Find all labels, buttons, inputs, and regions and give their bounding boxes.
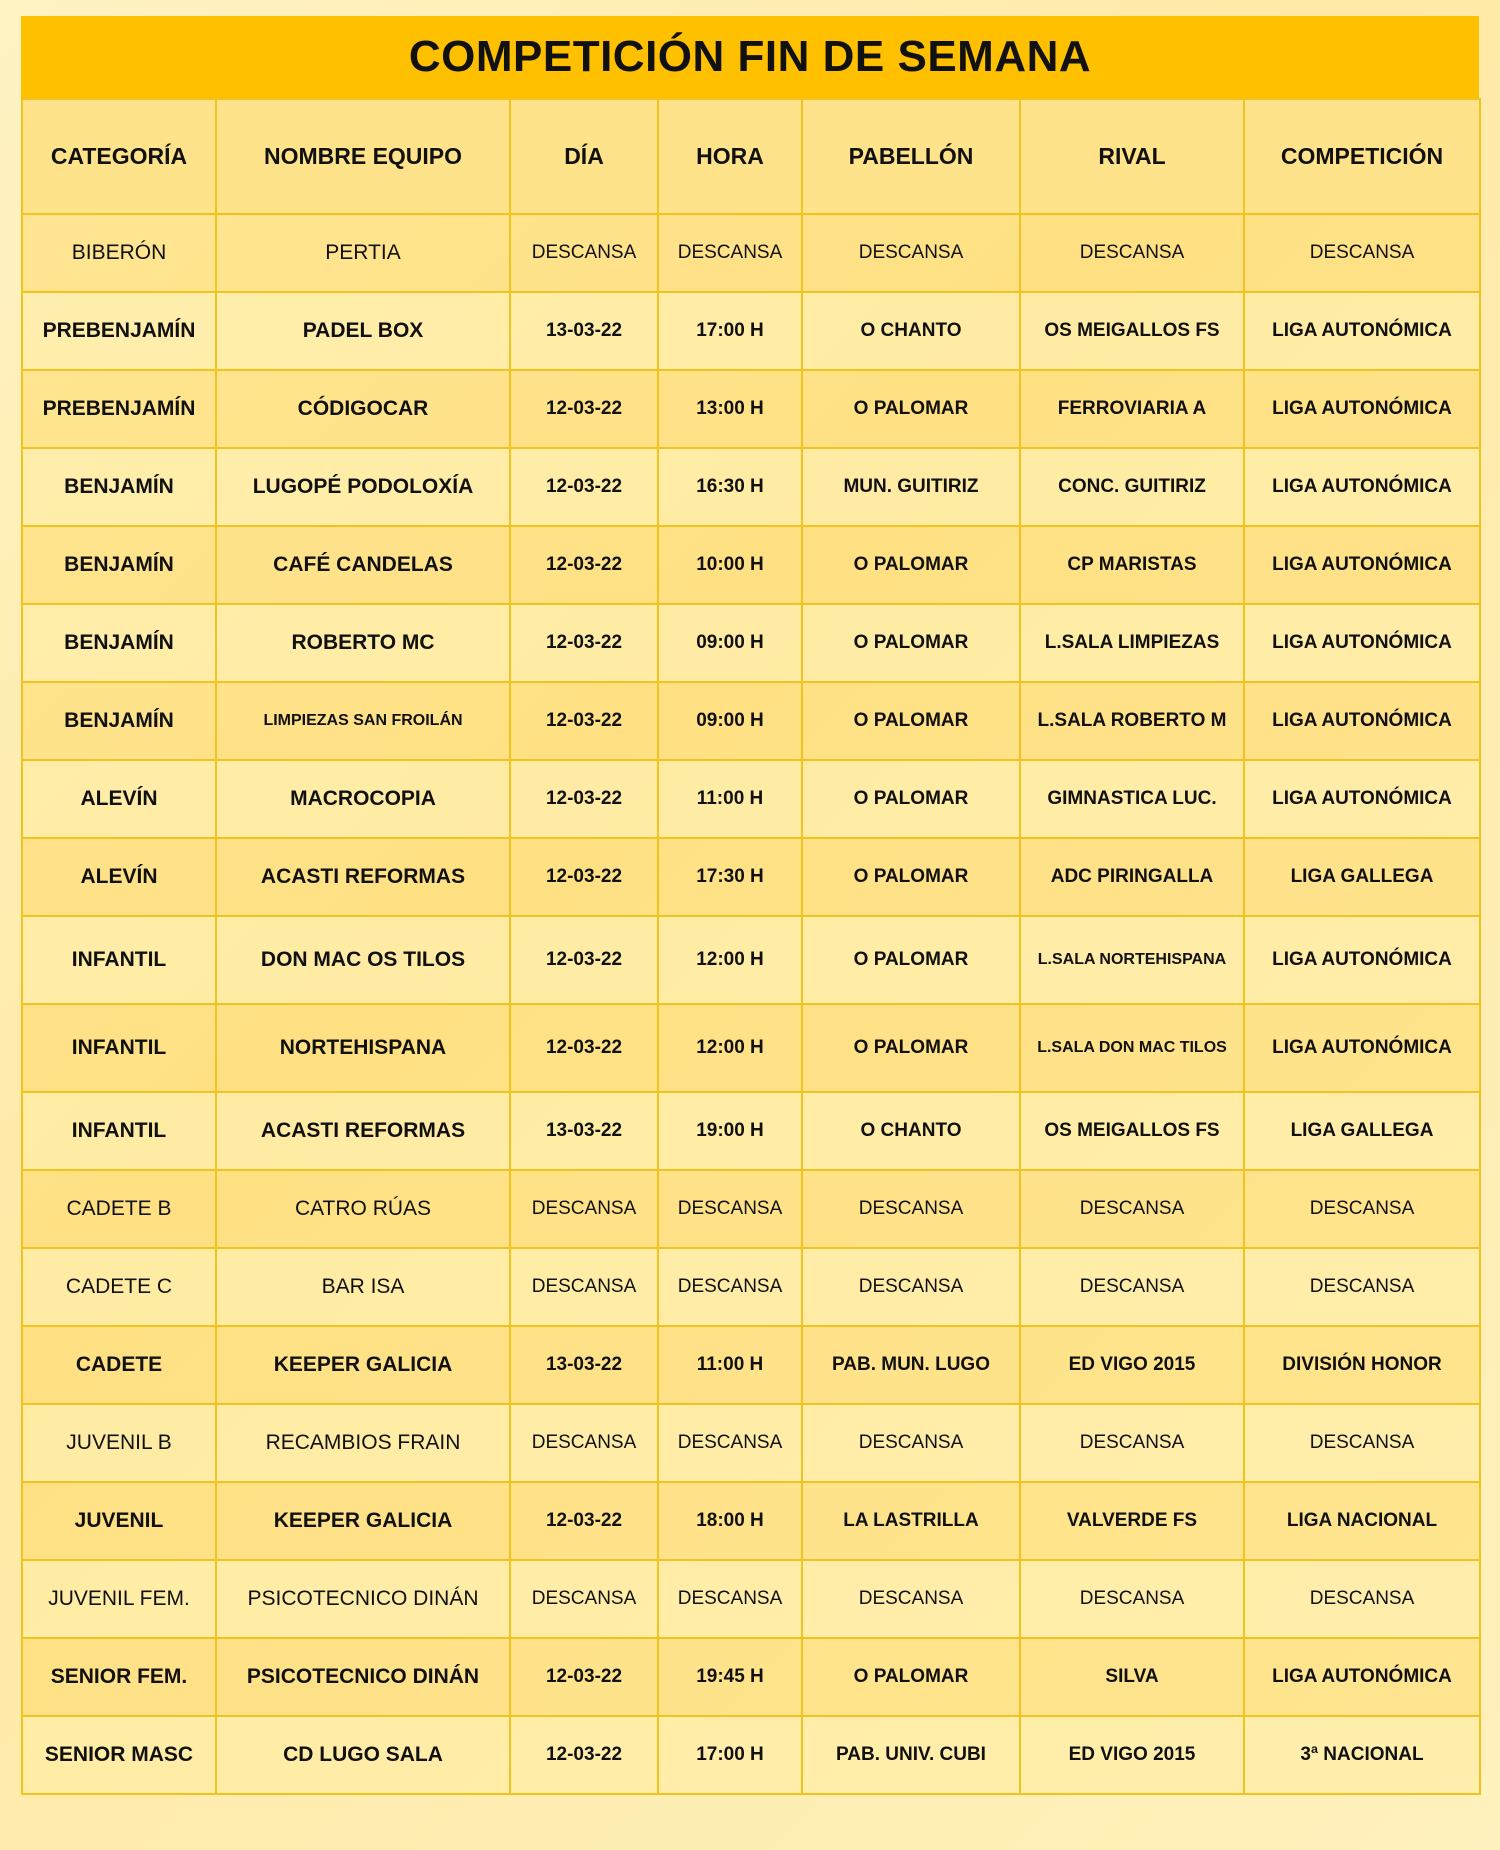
table-row	[22, 292, 1480, 370]
team-cell: BAR ISA	[216, 1248, 510, 1326]
table-row	[22, 1638, 1480, 1716]
category-cell: CADETE B	[22, 1170, 216, 1248]
rival-cell: OS MEIGALLOS FS	[1020, 292, 1244, 370]
category-cell: JUVENIL FEM.	[22, 1560, 216, 1638]
rival-cell: SILVA	[1020, 1638, 1244, 1716]
date-cell: DESCANSA	[510, 1170, 658, 1248]
rival-cell: OS MEIGALLOS FS	[1020, 1092, 1244, 1170]
competition-cell: DESCANSA	[1244, 1170, 1480, 1248]
venue-cell: O PALOMAR	[802, 760, 1020, 838]
rival-cell: DESCANSA	[1020, 1404, 1244, 1482]
competition-cell: DESCANSA	[1244, 1404, 1480, 1482]
competition-cell: LIGA AUTONÓMICA	[1244, 370, 1480, 448]
date-cell: DESCANSA	[510, 1248, 658, 1326]
date-cell: 12-03-22	[510, 370, 658, 448]
competition-cell: LIGA AUTONÓMICA	[1244, 760, 1480, 838]
time-cell: DESCANSA	[658, 214, 802, 292]
time-cell: 17:00 H	[658, 1716, 802, 1794]
category-cell: ALEVÍN	[22, 838, 216, 916]
date-cell: DESCANSA	[510, 1560, 658, 1638]
date-cell: 12-03-22	[510, 1482, 658, 1560]
rival-cell: CP MARISTAS	[1020, 526, 1244, 604]
time-cell: DESCANSA	[658, 1404, 802, 1482]
venue-cell: O PALOMAR	[802, 370, 1020, 448]
team-cell: ROBERTO MC	[216, 604, 510, 682]
category-cell: JUVENIL	[22, 1482, 216, 1560]
venue-cell: O PALOMAR	[802, 1004, 1020, 1092]
table-row	[22, 838, 1480, 916]
competition-cell: LIGA GALLEGA	[1244, 1092, 1480, 1170]
team-cell: NORTEHISPANA	[216, 1004, 510, 1092]
time-cell: 17:00 H	[658, 292, 802, 370]
table-row	[22, 1092, 1480, 1170]
date-cell: 13-03-22	[510, 1092, 658, 1170]
competition-cell: LIGA AUTONÓMICA	[1244, 604, 1480, 682]
category-cell: INFANTIL	[22, 916, 216, 1004]
table-row	[22, 214, 1480, 292]
schedule-table	[21, 98, 1481, 1795]
venue-cell: LA LASTRILLA	[802, 1482, 1020, 1560]
category-cell: INFANTIL	[22, 1004, 216, 1092]
rival-cell: ED VIGO 2015	[1020, 1716, 1244, 1794]
competition-cell: LIGA AUTONÓMICA	[1244, 292, 1480, 370]
table-row	[22, 1482, 1480, 1560]
category-cell: PREBENJAMÍN	[22, 370, 216, 448]
header-row	[22, 99, 1480, 214]
rival-cell: DESCANSA	[1020, 1170, 1244, 1248]
competition-cell: LIGA AUTONÓMICA	[1244, 526, 1480, 604]
date-cell: 12-03-22	[510, 526, 658, 604]
competition-cell: 3ª NACIONAL	[1244, 1716, 1480, 1794]
date-cell: 12-03-22	[510, 1638, 658, 1716]
column-header-hora: HORA	[658, 99, 802, 214]
venue-cell: PAB. MUN. LUGO	[802, 1326, 1020, 1404]
venue-cell: O PALOMAR	[802, 1638, 1020, 1716]
venue-cell: MUN. GUITIRIZ	[802, 448, 1020, 526]
date-cell: 12-03-22	[510, 916, 658, 1004]
category-cell: JUVENIL B	[22, 1404, 216, 1482]
time-cell: 09:00 H	[658, 604, 802, 682]
rival-cell: L.SALA NORTEHISPANA	[1020, 916, 1244, 1004]
category-cell: CADETE C	[22, 1248, 216, 1326]
time-cell: DESCANSA	[658, 1560, 802, 1638]
team-cell: CAFÉ CANDELAS	[216, 526, 510, 604]
column-header-nombre-equipo: NOMBRE EQUIPO	[216, 99, 510, 214]
team-cell: MACROCOPIA	[216, 760, 510, 838]
time-cell: 09:00 H	[658, 682, 802, 760]
team-cell: PADEL BOX	[216, 292, 510, 370]
team-cell: PSICOTECNICO DINÁN	[216, 1560, 510, 1638]
table-row	[22, 1404, 1480, 1482]
schedule-rows	[22, 214, 1480, 1794]
table-row	[22, 1716, 1480, 1794]
column-header-rival: RIVAL	[1020, 99, 1244, 214]
time-cell: DESCANSA	[658, 1248, 802, 1326]
time-cell: 19:45 H	[658, 1638, 802, 1716]
competition-cell: LIGA NACIONAL	[1244, 1482, 1480, 1560]
time-cell: 17:30 H	[658, 838, 802, 916]
table-row	[22, 1248, 1480, 1326]
team-cell: KEEPER GALICIA	[216, 1326, 510, 1404]
date-cell: 12-03-22	[510, 760, 658, 838]
table-row	[22, 1004, 1480, 1092]
team-cell: RECAMBIOS FRAIN	[216, 1404, 510, 1482]
rival-cell: DESCANSA	[1020, 1248, 1244, 1326]
team-cell: CÓDIGOCAR	[216, 370, 510, 448]
team-cell: CD LUGO SALA	[216, 1716, 510, 1794]
category-cell: BENJAMÍN	[22, 604, 216, 682]
rival-cell: ADC PIRINGALLA	[1020, 838, 1244, 916]
date-cell: 12-03-22	[510, 838, 658, 916]
time-cell: 12:00 H	[658, 916, 802, 1004]
date-cell: 13-03-22	[510, 1326, 658, 1404]
venue-cell: O CHANTO	[802, 292, 1020, 370]
venue-cell: DESCANSA	[802, 214, 1020, 292]
date-cell: 12-03-22	[510, 1004, 658, 1092]
venue-cell: O PALOMAR	[802, 604, 1020, 682]
category-cell: BIBERÓN	[22, 214, 216, 292]
time-cell: 18:00 H	[658, 1482, 802, 1560]
venue-cell: O PALOMAR	[802, 838, 1020, 916]
competition-cell: DESCANSA	[1244, 1248, 1480, 1326]
date-cell: DESCANSA	[510, 214, 658, 292]
competition-cell: DESCANSA	[1244, 214, 1480, 292]
category-cell: BENJAMÍN	[22, 682, 216, 760]
team-cell: PERTIA	[216, 214, 510, 292]
team-cell: ACASTI REFORMAS	[216, 1092, 510, 1170]
column-header-pabellon: PABELLÓN	[802, 99, 1020, 214]
rival-cell: L.SALA ROBERTO M	[1020, 682, 1244, 760]
competition-cell: LIGA AUTONÓMICA	[1244, 1638, 1480, 1716]
category-cell: SENIOR MASC	[22, 1716, 216, 1794]
category-cell: SENIOR FEM.	[22, 1638, 216, 1716]
category-cell: ALEVÍN	[22, 760, 216, 838]
team-cell: DON MAC OS TILOS	[216, 916, 510, 1004]
table-row	[22, 448, 1480, 526]
time-cell: DESCANSA	[658, 1170, 802, 1248]
rival-cell: VALVERDE FS	[1020, 1482, 1244, 1560]
table-row	[22, 916, 1480, 1004]
competition-cell: LIGA GALLEGA	[1244, 838, 1480, 916]
team-cell: ACASTI REFORMAS	[216, 838, 510, 916]
venue-cell: DESCANSA	[802, 1248, 1020, 1326]
category-cell: BENJAMÍN	[22, 526, 216, 604]
rival-cell: CONC. GUITIRIZ	[1020, 448, 1244, 526]
venue-cell: O PALOMAR	[802, 526, 1020, 604]
table-row	[22, 760, 1480, 838]
venue-cell: O PALOMAR	[802, 916, 1020, 1004]
venue-cell: PAB. UNIV. CUBI	[802, 1716, 1020, 1794]
team-cell: LIMPIEZAS SAN FROILÁN	[216, 682, 510, 760]
venue-cell: DESCANSA	[802, 1170, 1020, 1248]
table-row	[22, 370, 1480, 448]
category-cell: BENJAMÍN	[22, 448, 216, 526]
rival-cell: L.SALA DON MAC TILOS	[1020, 1004, 1244, 1092]
rival-cell: DESCANSA	[1020, 214, 1244, 292]
table-row	[22, 1170, 1480, 1248]
date-cell: 12-03-22	[510, 682, 658, 760]
rival-cell: ED VIGO 2015	[1020, 1326, 1244, 1404]
date-cell: 12-03-22	[510, 604, 658, 682]
page-title: COMPETICIÓN FIN DE SEMANA	[21, 16, 1479, 98]
venue-cell: O PALOMAR	[802, 682, 1020, 760]
time-cell: 10:00 H	[658, 526, 802, 604]
column-header-categoria: CATEGORÍA	[22, 99, 216, 214]
venue-cell: DESCANSA	[802, 1560, 1020, 1638]
rival-cell: DESCANSA	[1020, 1560, 1244, 1638]
column-header-competicion: COMPETICIÓN	[1244, 99, 1480, 214]
time-cell: 13:00 H	[658, 370, 802, 448]
time-cell: 19:00 H	[658, 1092, 802, 1170]
rival-cell: GIMNASTICA LUC.	[1020, 760, 1244, 838]
time-cell: 11:00 H	[658, 1326, 802, 1404]
competition-cell: LIGA AUTONÓMICA	[1244, 916, 1480, 1004]
venue-cell: O CHANTO	[802, 1092, 1020, 1170]
team-cell: KEEPER GALICIA	[216, 1482, 510, 1560]
competition-cell: LIGA AUTONÓMICA	[1244, 1004, 1480, 1092]
category-cell: CADETE	[22, 1326, 216, 1404]
table-row	[22, 682, 1480, 760]
competition-cell: LIGA AUTONÓMICA	[1244, 448, 1480, 526]
team-cell: LUGOPÉ PODOLOXÍA	[216, 448, 510, 526]
table-row	[22, 604, 1480, 682]
rival-cell: FERROVIARIA A	[1020, 370, 1244, 448]
category-cell: INFANTIL	[22, 1092, 216, 1170]
schedule-sheet	[21, 16, 1479, 1795]
time-cell: 16:30 H	[658, 448, 802, 526]
date-cell: 12-03-22	[510, 1716, 658, 1794]
table-row	[22, 526, 1480, 604]
time-cell: 12:00 H	[658, 1004, 802, 1092]
date-cell: 13-03-22	[510, 292, 658, 370]
date-cell: DESCANSA	[510, 1404, 658, 1482]
competition-cell: LIGA AUTONÓMICA	[1244, 682, 1480, 760]
competition-cell: DIVISIÓN HONOR	[1244, 1326, 1480, 1404]
time-cell: 11:00 H	[658, 760, 802, 838]
table-row	[22, 1560, 1480, 1638]
table-row	[22, 1326, 1480, 1404]
venue-cell: DESCANSA	[802, 1404, 1020, 1482]
team-cell: PSICOTECNICO DINÁN	[216, 1638, 510, 1716]
category-cell: PREBENJAMÍN	[22, 292, 216, 370]
competition-cell: DESCANSA	[1244, 1560, 1480, 1638]
date-cell: 12-03-22	[510, 448, 658, 526]
column-header-dia: DÍA	[510, 99, 658, 214]
rival-cell: L.SALA LIMPIEZAS	[1020, 604, 1244, 682]
team-cell: CATRO RÚAS	[216, 1170, 510, 1248]
